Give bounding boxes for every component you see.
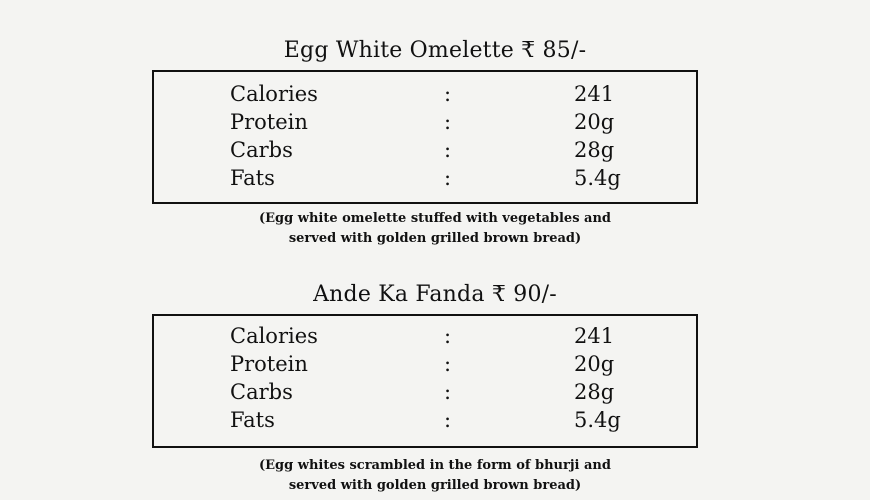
nutrition-row-carbs xyxy=(154,138,696,166)
nutrition-label: Carbs xyxy=(230,380,293,404)
nutrition-row-protein xyxy=(154,110,696,138)
nutrition-separator: : xyxy=(444,138,452,162)
nutrition-separator: : xyxy=(444,380,452,404)
nutrition-row-calories xyxy=(154,82,696,110)
dish-price: ₹ 90/- xyxy=(491,282,557,307)
nutrition-separator: : xyxy=(444,166,452,190)
dish-title-ande-ka-fanda xyxy=(0,282,870,307)
nutrition-value: 20g xyxy=(574,110,615,134)
description-line: (Egg white omelette stuffed with vegetables and xyxy=(258,211,612,226)
nutrition-separator: : xyxy=(444,82,452,106)
nutrition-box-egg-white-omelette xyxy=(152,70,698,204)
nutrition-value: 28g xyxy=(574,380,615,404)
nutrition-label: Protein xyxy=(230,110,308,134)
nutrition-value: 5.4g xyxy=(574,166,621,190)
dish-title-egg-white-omelette xyxy=(0,38,870,63)
nutrition-box-ande-ka-fanda xyxy=(152,314,698,448)
nutrition-value: 241 xyxy=(574,82,615,106)
nutrition-separator: : xyxy=(444,110,452,134)
nutrition-label: Protein xyxy=(230,352,308,376)
nutrition-row-fats xyxy=(154,166,696,194)
description-line: served with golden grilled brown bread) xyxy=(288,231,582,246)
nutrition-row-carbs xyxy=(154,380,696,408)
nutrition-separator: : xyxy=(444,324,452,348)
description-line: served with golden grilled brown bread) xyxy=(288,478,582,493)
nutrition-value: 241 xyxy=(574,324,615,348)
dish-name: Ande Ka Fanda xyxy=(313,282,485,307)
dish-description-ande-ka-fanda xyxy=(0,456,870,496)
nutrition-separator: : xyxy=(444,408,452,432)
nutrition-row-fats xyxy=(154,408,696,436)
nutrition-value: 5.4g xyxy=(574,408,621,432)
dish-description-egg-white-omelette xyxy=(0,209,870,249)
nutrition-label: Fats xyxy=(230,408,275,432)
nutrition-value: 28g xyxy=(574,138,615,162)
description-line: (Egg whites scrambled in the form of bhurji and xyxy=(259,458,611,473)
nutrition-row-protein xyxy=(154,352,696,380)
dish-name: Egg White Omelette xyxy=(283,38,514,63)
nutrition-label: Fats xyxy=(230,166,275,190)
nutrition-value: 20g xyxy=(574,352,615,376)
nutrition-label: Carbs xyxy=(230,138,293,162)
nutrition-label: Calories xyxy=(230,324,318,348)
nutrition-separator: : xyxy=(444,352,452,376)
nutrition-row-calories xyxy=(154,324,696,352)
nutrition-label: Calories xyxy=(230,82,318,106)
dish-price: ₹ 85/- xyxy=(521,38,587,63)
